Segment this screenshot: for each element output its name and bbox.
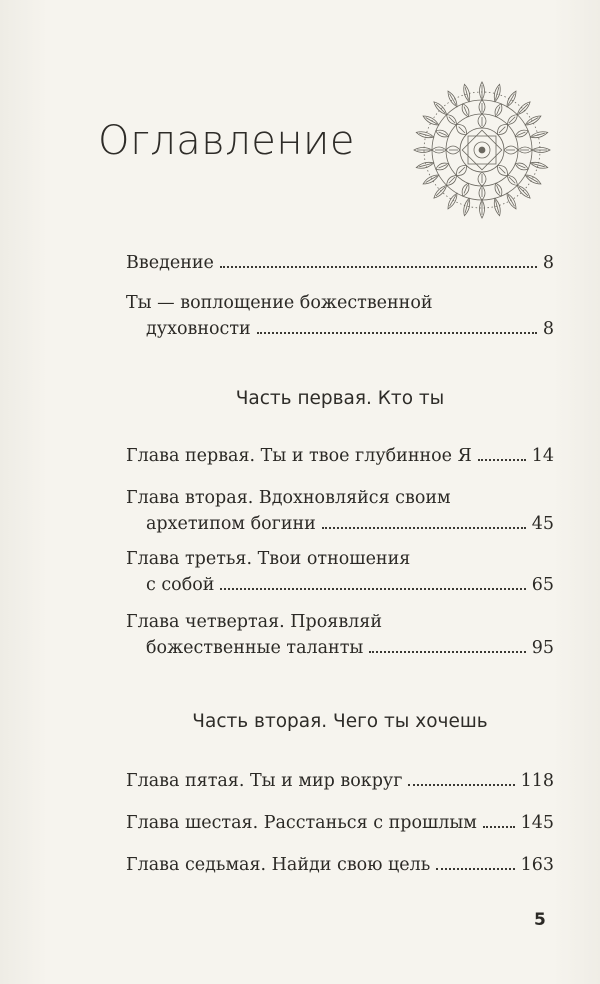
toc-entry-title: Введение xyxy=(126,253,214,273)
toc-entry-chapter-6[interactable] xyxy=(126,810,554,836)
toc-entry-divine-spirituality[interactable] xyxy=(126,290,554,342)
toc-entry-chapter-4[interactable] xyxy=(126,609,554,661)
part-heading-2: Часть вторая. Чего ты хочешь xyxy=(192,711,488,732)
dot-leader xyxy=(369,651,525,653)
dot-leader xyxy=(478,459,526,461)
toc-entry-introduction[interactable] xyxy=(126,250,554,276)
toc-entry-title: Глава первая. Ты и твое глубинное Я xyxy=(126,446,472,466)
toc-entry-chapter-3[interactable] xyxy=(126,546,554,598)
dot-leader xyxy=(436,868,514,870)
toc-entry-title: Глава пятая. Ты и мир вокруг xyxy=(126,771,403,791)
dot-leader xyxy=(483,826,515,828)
toc-page-number: 65 xyxy=(531,575,554,595)
page-number: 5 xyxy=(534,910,546,930)
toc-page-number: 8 xyxy=(542,253,554,273)
toc-page-number: 118 xyxy=(520,771,554,791)
toc-entry-title: Глава шестая. Расстанься с прошлым xyxy=(126,813,477,833)
toc-page-number: 14 xyxy=(531,446,554,466)
toc-entry-chapter-2[interactable] xyxy=(126,485,554,537)
toc-entry-title-cont: с собой xyxy=(146,575,215,595)
toc-page-number: 163 xyxy=(520,855,554,875)
toc-entry-chapter-7[interactable] xyxy=(126,852,554,878)
toc-entry-title-cont: духовности xyxy=(146,319,251,339)
dot-leader xyxy=(257,332,537,334)
toc-entry-title: Глава третья. Твои отношения xyxy=(126,549,411,569)
dot-leader xyxy=(220,588,525,590)
dot-leader xyxy=(408,784,514,786)
toc-entry-title: Ты — воплощение божественной xyxy=(126,293,433,313)
toc-entry-title: Глава седьмая. Найди свою цель xyxy=(126,855,431,875)
toc-entry-chapter-5[interactable] xyxy=(126,768,554,794)
toc-entry-chapter-1[interactable] xyxy=(126,443,554,469)
mandala-icon xyxy=(412,80,552,220)
page-title: Оглавление xyxy=(98,118,355,164)
part-heading-1: Часть первая. Кто ты xyxy=(235,388,445,409)
dot-leader xyxy=(220,266,537,268)
toc-entry-title-cont: архетипом богини xyxy=(146,514,316,534)
toc-page-number: 45 xyxy=(531,514,554,534)
toc-page-number: 8 xyxy=(542,319,554,339)
dot-leader xyxy=(322,527,526,529)
toc-entry-title: Глава четвертая. Проявляй xyxy=(126,612,382,632)
toc-page-number: 145 xyxy=(520,813,554,833)
toc-page-number: 95 xyxy=(531,638,554,658)
toc-entry-title: Глава вторая. Вдохновляйся своим xyxy=(126,488,451,508)
toc-entry-title-cont: божественные таланты xyxy=(146,638,364,658)
